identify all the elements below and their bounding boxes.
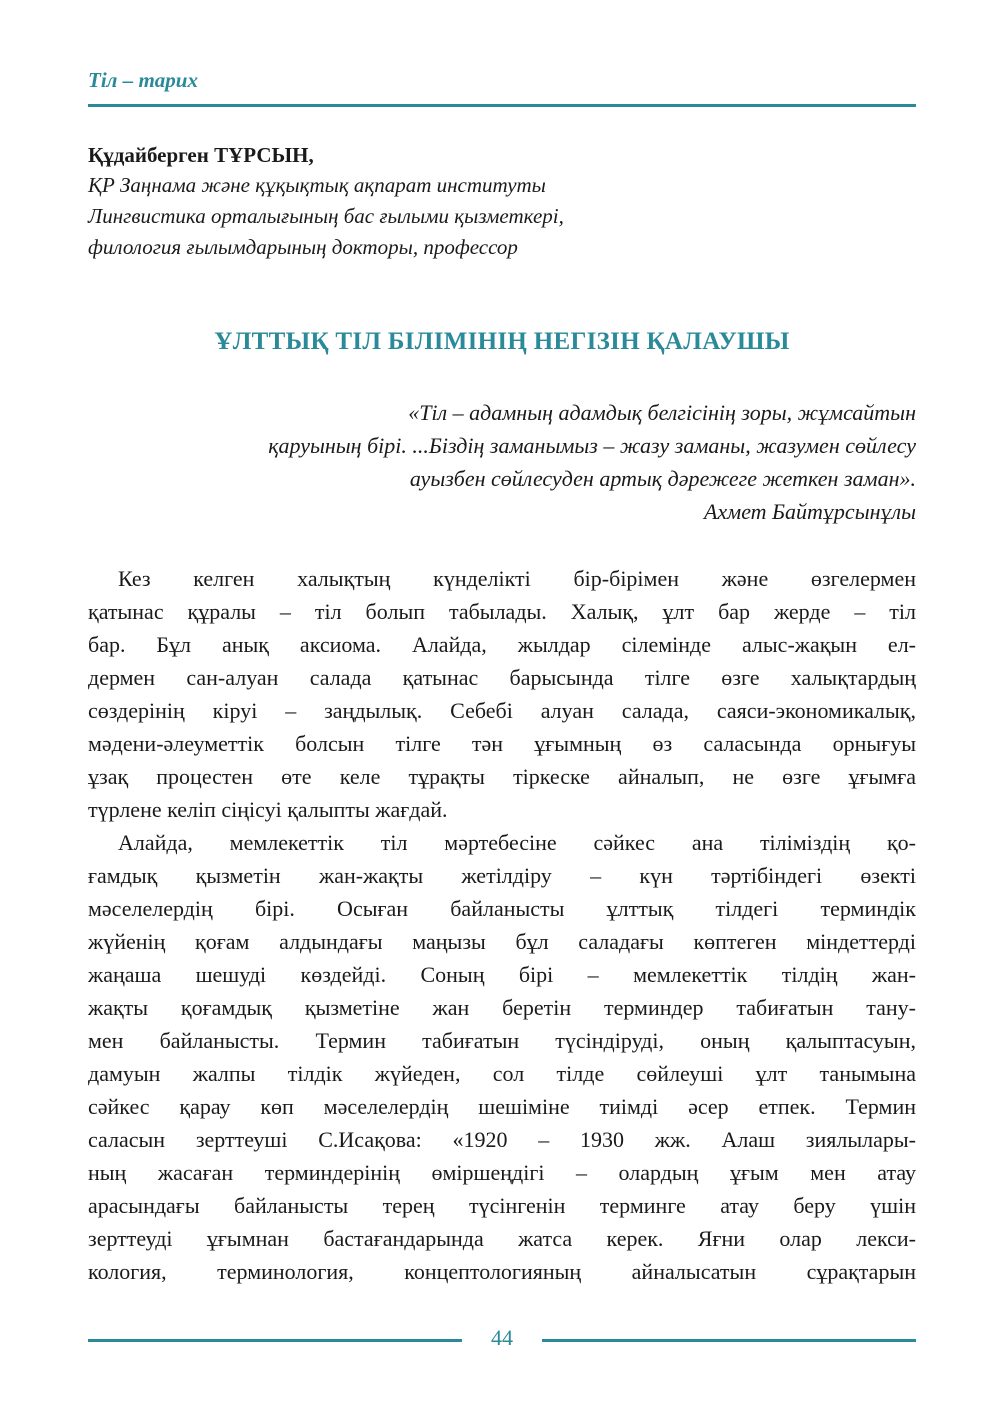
body-line: кология, терминология, концептологияның айналысатын сұрақтарын xyxy=(88,1259,916,1284)
header-divider xyxy=(88,104,916,107)
epigraph xyxy=(88,396,916,528)
author-affiliation-line: ҚР Заңнама және құқықтық ақпарат институты xyxy=(88,173,546,197)
body-line: бар. Бұл анық аксиома. Алайда, жылдар сілемінде алыс-жақын ел- xyxy=(88,632,916,657)
body-line: сәйкес қарау көп мәселелердің шешіміне тиімді әсер етпек. Термин xyxy=(88,1094,916,1119)
body-line: мәселелердің бірі. Осыған байланысты ұлттық тілдегі терминдік xyxy=(88,896,916,921)
body-line: түрлене келіп сіңісуі қалыпты жағдай. xyxy=(88,797,448,822)
page-number: 44 xyxy=(491,1325,513,1350)
article-body xyxy=(88,562,916,1288)
epigraph-attribution: Ахмет Байтұрсынұлы xyxy=(703,499,916,524)
footer-divider-right xyxy=(542,1339,916,1342)
article-title: ҰЛТТЫҚ ТІЛ БІЛІМІНІҢ НЕГІЗІН ҚАЛАУШЫ xyxy=(214,328,790,355)
body-line: жүйенің қоғам алдындағы маңызы бұл саладағы көптеген міндеттерді xyxy=(88,929,916,954)
body-line: сөздерінің кіруі – заңдылық. Себебі алуан салада, саяси-экономикалық, xyxy=(88,698,916,723)
body-line: ұзақ процестен өте келе тұрақты тіркеске айналып, не өзге ұғымға xyxy=(88,764,916,789)
body-line: қатынас құралы – тіл болып табылады. Халық, ұлт бар жерде – тіл xyxy=(88,599,916,624)
body-line: ның жасаған терминдерінің өміршеңдігі – олардың ұғым мен атау xyxy=(88,1160,916,1185)
body-line: Алайда, мемлекеттік тіл мәртебесіне сәйкес ана тіліміздің қо- xyxy=(118,830,916,855)
author-block xyxy=(88,140,916,263)
body-line: ғамдық қызметін жан-жақты жетілдіру – күн тәртібіндегі өзекті xyxy=(88,863,916,888)
body-line: арасындағы байланысты терең түсінгенін терминге атау беру үшін xyxy=(88,1193,916,1218)
epigraph-line: «Тіл – адамның адамдық белгісінің зоры, жұмсайтын xyxy=(408,400,916,425)
author-name: Құдайберген ТҰРСЫН, xyxy=(88,143,314,167)
epigraph-line: қаруының бірі. ...Біздің заманымыз – жазу заманы, жазумен сөйлесу xyxy=(268,433,916,458)
author-affiliation-line: Лингвистика орталығының бас ғылыми қызметкері, xyxy=(88,204,564,228)
body-line: зерттеуді ұғымнан бастағандарында жатса керек. Яғни олар лекси- xyxy=(88,1226,916,1251)
body-line: мен байланысты. Термин табиғатын түсіндіруді, оның қалыптасуын, xyxy=(88,1028,916,1053)
running-title: Тіл – тарих xyxy=(88,68,198,92)
body-line: дермен сан-алуан салада қатынас барысында тілге өзге халықтардың xyxy=(88,665,916,690)
body-line: саласын зерттеуші С.Исақова: «1920 – 1930 жж. Алаш зиялылары- xyxy=(88,1127,916,1152)
body-line: дамуын жалпы тілдік жүйеден, сол тілде сөйлеуші ұлт танымына xyxy=(88,1061,916,1086)
body-line: Кез келген халықтың күнделікті бір-бірімен және өзгелермен xyxy=(118,566,916,591)
footer-divider-left xyxy=(88,1339,462,1342)
body-line: жаңаша шешуді көздейді. Соның бірі – мемлекеттік тілдің жан- xyxy=(88,962,916,987)
author-affiliation-line: филология ғылымдарының докторы, профессор xyxy=(88,235,518,259)
body-line: жақты қоғамдық қызметіне жан беретін терминдер табиғатын тану- xyxy=(88,995,916,1020)
epigraph-line: ауызбен сөйлесуден артық дәрежеге жеткен заман». xyxy=(409,466,916,491)
body-line: мәдени-әлеуметтік болсын тілге тән ұғымның өз саласында орнығуы xyxy=(88,731,916,756)
